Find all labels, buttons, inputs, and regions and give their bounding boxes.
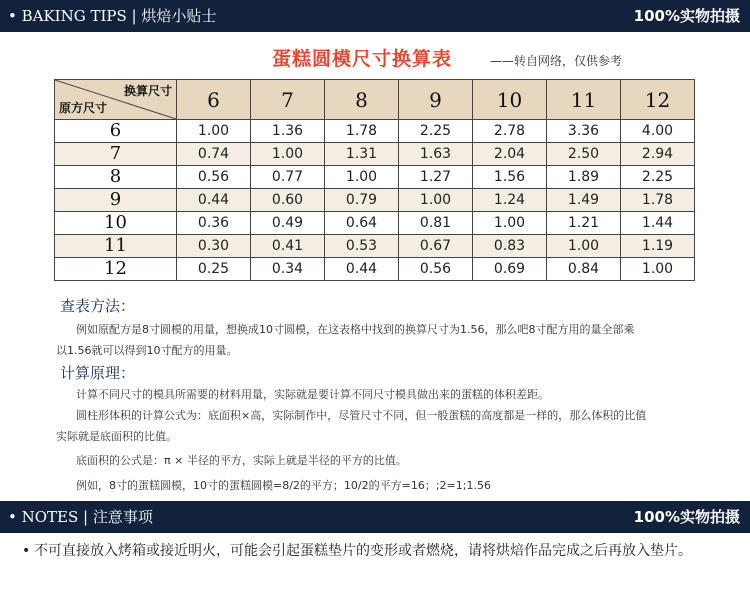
table-cell: 0.81 [399,212,473,235]
table-cell: 2.25 [399,120,473,143]
table-cell: 2.78 [473,120,547,143]
table-cell: 1.36 [251,120,325,143]
conversion-table-source: ——转自网络，仅供参考 [490,54,623,68]
table-cell: 0.49 [251,212,325,235]
notes-header-bar [0,501,750,533]
table-cell: 0.56 [399,258,473,281]
table-cell: 1.56 [473,166,547,189]
table-cell: 1.78 [325,120,399,143]
table-cell: 1.00 [251,143,325,166]
column-header: 12 [621,80,695,120]
table-cell: 2.50 [547,143,621,166]
table-cell: 1.24 [473,189,547,212]
table-cell: 0.77 [251,166,325,189]
table-cell: 0.34 [251,258,325,281]
table-header-row [55,80,695,120]
table-cell: 1.00 [621,258,695,281]
table-cell: 1.00 [177,120,251,143]
tips-header-bar [0,0,750,32]
principle-title: 计算原理： [60,364,136,382]
column-header: 10 [473,80,547,120]
table-cell: 0.56 [177,166,251,189]
table-cell: 0.53 [325,235,399,258]
table-cell: 0.25 [177,258,251,281]
table-row [55,189,695,212]
conversion-table [54,79,695,281]
table-row [55,235,695,258]
table-cell: 3.36 [547,120,621,143]
lookup-method-line-1: 例如原配方是8寸圆模的用量，想换成10寸圆模，在这表格中找到的换算尺寸为1.56，那么吧8寸配方用的量全部乘 [76,323,635,336]
table-cell: 1.63 [399,143,473,166]
column-header: 6 [177,80,251,120]
table-cell: 4.00 [621,120,695,143]
table-cell: 0.44 [177,189,251,212]
table-row [55,212,695,235]
table-cell: 0.83 [473,235,547,258]
principle-line-5: 例如，8寸的蛋糕圆模，10寸的蛋糕圆模=8/2的平方；10/2的平方=16；;2=1;1.56 [76,479,491,492]
tips-header-title: • BAKING TIPS | 烘焙小贴士 [8,7,217,25]
table-cell: 0.60 [251,189,325,212]
principle-line-1: 计算不同尺寸的模具所需要的材料用量，实际就是要计算不同尺寸模具做出来的蛋糕的体积差距。 [76,388,549,401]
principle-line-3: 实际就是底面积的比值。 [56,430,177,443]
table-cell: 1.89 [547,166,621,189]
table-cell: 1.19 [621,235,695,258]
table-cell: 2.94 [621,143,695,166]
row-header: 10 [55,212,177,235]
column-header: 7 [251,80,325,120]
table-cell: 0.67 [399,235,473,258]
table-cell: 2.04 [473,143,547,166]
bullet-icon: • [22,543,31,559]
table-row [55,258,695,281]
column-header: 8 [325,80,399,120]
table-cell: 0.44 [325,258,399,281]
corner-target-label: 换算尺寸 [123,84,172,98]
corner-source-label: 原方尺寸 [59,101,108,115]
conversion-table-title: 蛋糕圆模尺寸换算表 [272,48,453,70]
notes-item [22,541,732,562]
table-cell: 0.36 [177,212,251,235]
row-header: 6 [55,120,177,143]
table-cell: 2.25 [621,166,695,189]
table-row [55,143,695,166]
table-cell: 1.21 [547,212,621,235]
notes-header-title: • NOTES | 注意事项 [8,508,153,526]
table-cell: 0.84 [547,258,621,281]
table-corner-cell [55,80,177,120]
row-header: 7 [55,143,177,166]
lookup-method-title: 查表方法： [60,297,136,315]
table-cell: 1.49 [547,189,621,212]
table-cell: 0.69 [473,258,547,281]
table-cell: 0.74 [177,143,251,166]
row-header: 8 [55,166,177,189]
table-cell: 1.00 [547,235,621,258]
notes-header-tag: 100%实物拍摄 [633,508,740,526]
table-row [55,166,695,189]
table-cell: 0.41 [251,235,325,258]
table-cell: 1.00 [399,189,473,212]
principle-line-4: 底面积的公式是：π × 半径的平方，实际上就是半径的平方的比值。 [76,454,407,467]
row-header: 11 [55,235,177,258]
table-cell: 0.30 [177,235,251,258]
table-cell: 1.27 [399,166,473,189]
tips-header-tag: 100%实物拍摄 [633,7,740,25]
table-cell: 1.00 [473,212,547,235]
row-header: 12 [55,258,177,281]
column-header: 11 [547,80,621,120]
table-cell: 1.00 [325,166,399,189]
table-cell: 0.79 [325,189,399,212]
table-row [55,120,695,143]
table-cell: 1.31 [325,143,399,166]
column-header: 9 [399,80,473,120]
row-header: 9 [55,189,177,212]
table-cell: 1.44 [621,212,695,235]
table-cell: 1.78 [621,189,695,212]
principle-line-2: 圆柱形体积的计算公式为：底面积×高，实际制作中，尽管尺寸不同，但一般蛋糕的高度都是一样的，那么体积的比值 [76,409,647,422]
chart-title-block [0,44,750,74]
lookup-method-line-2: 以1.56就可以得到10寸配方的用量。 [56,344,238,357]
table-cell: 0.64 [325,212,399,235]
notes-text: 不可直接放入烤箱或接近明火，可能会引起蛋糕垫片的变形或者燃烧，请将烘焙作品完成之后再放入垫片。 [34,543,692,559]
